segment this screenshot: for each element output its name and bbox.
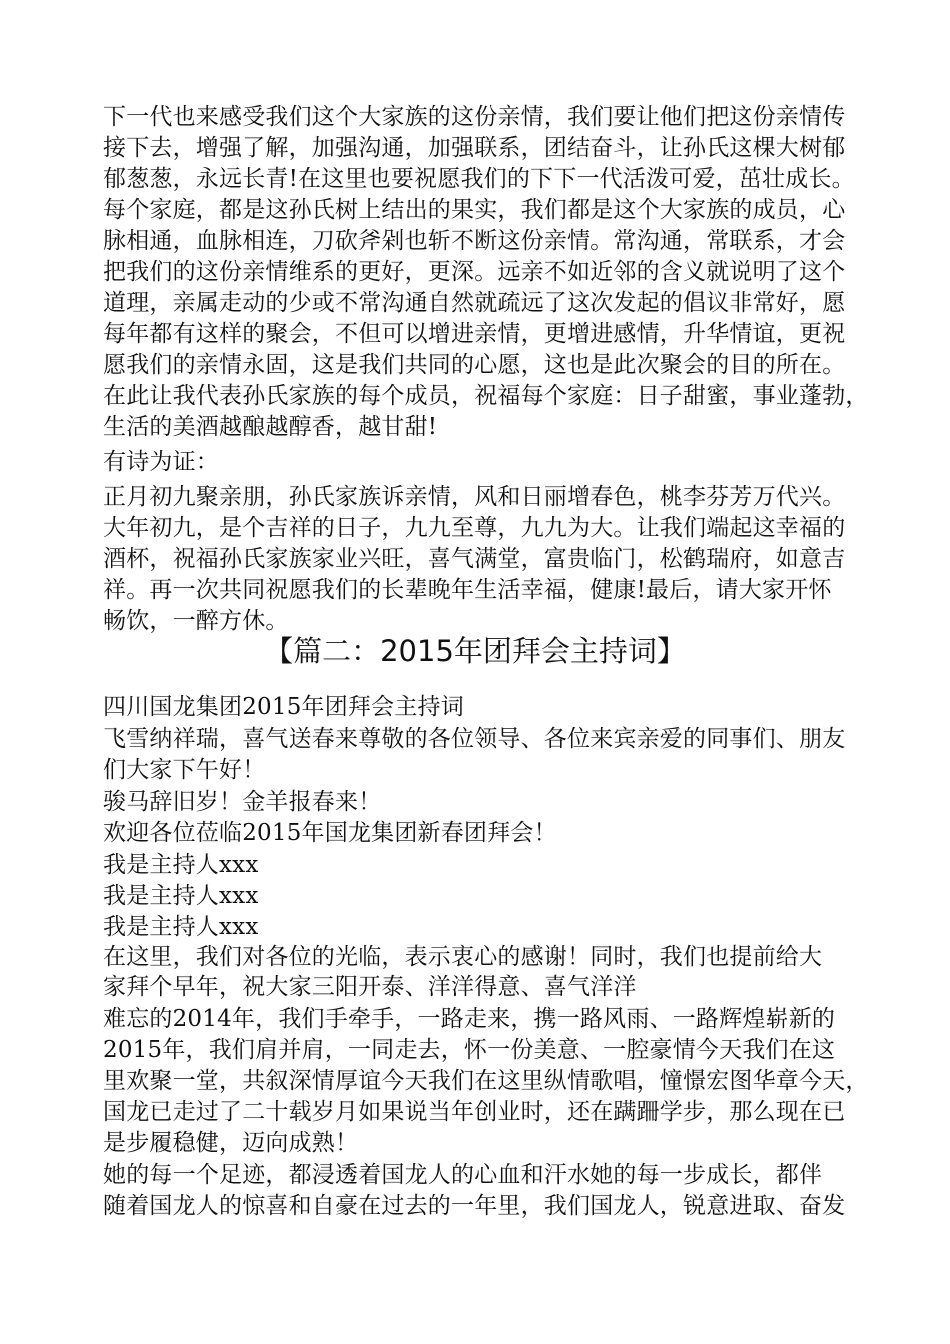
text-line: 正月初九聚亲朋，孙氏家族诉亲情，风和日丽增春色，桃李芬芳万代兴。 (103, 484, 846, 510)
text-line: 下一代也来感受我们这个大家族的这份亲情，我们要让他们把这份亲情传 (103, 104, 846, 130)
text-line: 每个家庭，都是这孙氏树上结出的果实，我们都是这个大家族的成员，心 (103, 197, 846, 223)
text-line: 郁葱葱，永远长青!在这里也要祝愿我们的下下一代活泼可爱，茁壮成长。 (103, 166, 855, 192)
text-line: 难忘的2014年，我们手牵手，一路走来，携一路风雨、一路辉煌崭新的 (103, 1006, 836, 1032)
text-line: 把我们的这份亲情维系的更好，更深。远亲不如近邻的含义就说明了这个 (103, 259, 846, 285)
text-line: 祥。再一次共同祝愿我们的长辈晚年生活幸福，健康!最后，请大家开怀 (103, 577, 832, 603)
text-line: 我是主持人xxx (103, 883, 259, 909)
text-line: 里欢聚一堂，共叙深情厚谊今天我们在这里纵情歌唱，憧憬宏图华章今天， (103, 1068, 869, 1094)
text-line: 每年都有这样的聚会，不但可以增进亲情，更增进感情，升华情谊，更祝 (103, 321, 846, 347)
text-line: 大年初九，是个吉祥的日子，九九至尊，九九为大。让我们端起这幸福的 (103, 515, 846, 541)
text-line: 飞雪纳祥瑞，喜气送春来尊敬的各位领导、各位来宾亲爱的同事们、朋友 (103, 726, 846, 752)
section-heading: 【篇二：2015年团拜会主持词】 (264, 634, 686, 668)
text-line: 在此让我代表孙氏家族的每个成员，祝福每个家庭：日子甜蜜，事业蓬勃， (103, 383, 869, 409)
text-line: 我是主持人xxx (103, 852, 259, 878)
text-line: 道理，亲属走动的少或不常沟通自然就疏远了这次发起的倡议非常好，愿 (103, 290, 846, 316)
text-line: 欢迎各位莅临2015年国龙集团新春团拜会！ (103, 820, 557, 846)
text-line: 酒杯，祝福孙氏家族家业兴旺，喜气满堂，富贵临门，松鹤瑞府，如意吉 (103, 546, 846, 572)
text-line: 畅饮，一醉方休。 (103, 608, 289, 634)
text-line: 随着国龙人的惊喜和自豪在过去的一年里，我们国龙人，锐意进取、奋发 (103, 1193, 846, 1219)
text-line: 脉相通，血脉相连，刀砍斧剁也斩不断这份亲情。常沟通，常联系，才会 (103, 228, 846, 254)
text-line: 有诗为证： (103, 449, 219, 475)
text-line: 骏马辞旧岁！金羊报春来！ (103, 789, 382, 815)
text-line: 是步履稳健，迈向成熟！ (103, 1130, 359, 1156)
text-line: 生活的美酒越酿越醇香，越甘甜! (103, 414, 438, 440)
text-line: 接下去，增强了解，加强沟通，加强联系，团结奋斗，让孙氏这棵大树郁 (103, 135, 846, 161)
text-line: 国龙已走过了二十载岁月如果说当年创业时，还在蹒跚学步，那么现在已 (103, 1099, 846, 1125)
text-line: 2015年，我们肩并肩，一同走去，怀一份美意、一腔豪情今天我们在这 (103, 1037, 836, 1063)
text-line: 们大家下午好！ (103, 757, 266, 783)
text-line: 我是主持人xxx (103, 914, 259, 940)
text-line: 在这里，我们对各位的光临，表示衷心的感谢！同时，我们也提前给大 (103, 944, 823, 970)
text-line: 她的每一个足迹，都浸透着国龙人的心血和汗水她的每一步成长，都伴 (103, 1162, 823, 1188)
text-line: 家拜个早年，祝大家三阳开泰、洋洋得意、喜气洋洋 (103, 974, 637, 1000)
text-line: 愿我们的亲情永固，这是我们共同的心愿，这也是此次聚会的目的所在。 (103, 352, 846, 378)
text-line: 四川国龙集团2015年团拜会主持词 (103, 694, 464, 720)
